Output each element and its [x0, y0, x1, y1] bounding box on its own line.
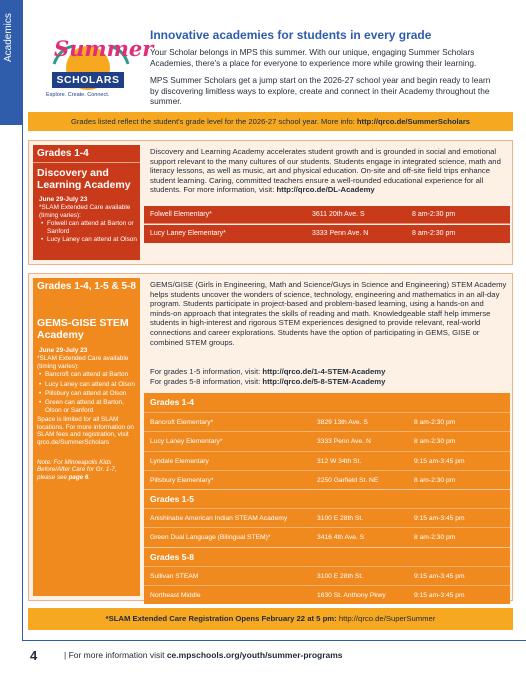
- logo-scholars-text: SCHOLARS: [52, 72, 124, 88]
- gems-links: [150, 367, 508, 386]
- table-row: [144, 451, 510, 470]
- school-time: 9:15 am-3:45 pm: [414, 592, 465, 600]
- footer-link[interactable]: ce.mpschools.org/youth/summer-programs: [166, 650, 343, 660]
- school-name: Northeast Middle: [150, 592, 201, 600]
- grades-note-link[interactable]: http://qrco.de/SummerScholars: [356, 117, 471, 126]
- school-name: Lyndale Elementary: [150, 457, 209, 465]
- school-time: 8 am-2:30 pm: [412, 211, 456, 218]
- gems-link-1[interactable]: http://qrco.de/1-4-STEM-Academy: [262, 367, 386, 376]
- logo-tagline: Explore. Create. Connect.: [46, 92, 110, 98]
- gems-academy-sidebar: [33, 278, 140, 596]
- school-name: Bancroft Elementary*: [150, 419, 214, 426]
- registration-link[interactable]: http://qrco.de/SuperSummer: [338, 614, 436, 623]
- list-item: • Folwell can attend at Barton or Sanford: [41, 220, 138, 235]
- table-row: [144, 508, 510, 527]
- school-time: 8 am-2:30 pm: [412, 230, 456, 237]
- gems-description: GEMS/GISE (Girls in Engineering, Math and Science/Guys in Science and Engineering) STEM Academy helps students uncover the wonders of science, technology, engineering and mathematics in an all-day program. Students participate in project-based and problem-based learning, using a hands-on and minds-on approach that integrates the skills of reading and math. Knowledgeable staff help immerse students in high-interest and rigorous STEM experiences designed to provide relevant, real-world connections and career explorations. Students have the option of participating in GEMS, GISE or combined STEM groups.: [150, 280, 507, 347]
- school-time: 8 am-2:30 pm: [414, 438, 456, 446]
- gems-sites-table: [144, 393, 510, 604]
- link-prefix: For grades 5-8 information, visit:: [150, 376, 263, 386]
- gems-mpls-kids-note: [33, 447, 140, 482]
- page-number: 4: [30, 648, 38, 663]
- gems-extended-care: *SLAM Extended Care available (timing varies):: [37, 355, 129, 370]
- school-address: 312 W 34th St.: [317, 457, 362, 465]
- registration-banner: [28, 608, 513, 630]
- intro-section: [150, 28, 495, 114]
- group-header: Grades 1-4: [150, 397, 194, 407]
- table-row: [144, 527, 510, 546]
- footer-info: [64, 650, 343, 660]
- table-row: [144, 566, 510, 585]
- dl-dates: June 29-July 23: [39, 196, 88, 203]
- side-rule: [22, 0, 23, 640]
- school-name: Lucy Laney Elementary*: [150, 438, 223, 446]
- note-text: Note: For Minneapolis Kids Before/After Care for Gr. 1-7, please see: [37, 458, 117, 481]
- table-row: [144, 225, 510, 243]
- table-row: [144, 431, 510, 450]
- school-name: Green Dual Language (Bilingual STEM)*: [150, 534, 271, 542]
- logo-summer-text: Summer: [54, 36, 154, 61]
- dl-care-options: [33, 219, 140, 243]
- table-row: [144, 412, 510, 431]
- school-address: 3100 E 28th St.: [317, 572, 364, 580]
- dl-description-text: Discovery and Learning Academy accelerates student growth and is grounded in social and emotional support relevant to the many cultures of our students. Students engage in integrated science, math and literacy lessons, as well as music, art and physical education. On-site and off-site field trips enhance student learning. Caring, committed teachers ensure a well-rounded educational experience for all students. For more information, visit:: [150, 147, 501, 195]
- dl-academy-sidebar: [33, 145, 140, 260]
- summer-scholars-logo: [40, 28, 154, 106]
- gems-academy-name: GEMS-GISE STEM Academy: [37, 317, 129, 341]
- school-address: 3333 Penn Ave. N: [312, 230, 369, 237]
- list-item: • Bancroft can attend at Barton: [39, 371, 138, 378]
- list-item: • Green can attend at Barton, Olson or Sanford: [39, 399, 138, 414]
- school-name: Anishinabe American Indian STEAM Academy: [150, 515, 288, 523]
- school-time: 8 am-2:30 pm: [414, 476, 456, 484]
- table-row: [144, 470, 510, 489]
- group-header: Grades 1-5: [144, 489, 510, 508]
- list-item: • Lucy Laney can attend at Olson: [41, 236, 138, 243]
- dl-academy-name: Discovery and Learning Academy: [33, 162, 140, 193]
- gems-link-line-1: [150, 367, 508, 377]
- school-time: 9:15 am-3:45 pm: [414, 457, 465, 465]
- school-address: 1630 St. Anthony Pkwy: [317, 592, 386, 600]
- intro-paragraph-1: Your Scholar belongs in MPS this summer. With our unique, engaging Summer Scholars Academies, there's a place for everyone to experience more while growing their learning.: [150, 47, 477, 68]
- school-time: 9:15 am-3:45 pm: [414, 515, 465, 523]
- dl-link[interactable]: http://qrco.de/DL-Academy: [276, 185, 375, 195]
- intro-paragraph-2: MPS Summer Scholars get a jump start on the 2026-27 school year and begin ready to learn by discovering limitless ways to explore, create and connect in their Academy throughout the summer.: [150, 75, 491, 107]
- footer-prefix: | For more information visit: [64, 650, 167, 660]
- gems-grades: Grades 1-4, 1-5 & 5-8: [37, 281, 136, 292]
- school-time: 8 am-2:30 pm: [414, 534, 456, 542]
- dl-description: [150, 147, 508, 195]
- gems-link-line-2: [150, 377, 508, 387]
- registration-text: *SLAM Extended Care Registration Opens February 22 at 5 pm:: [105, 614, 339, 623]
- gems-space-note: Space is limited for all SLAM locations. For more information on SLAM fees and registration, visit qrco.de/SummerScholars: [37, 416, 134, 446]
- page-link[interactable]: page 6: [68, 473, 89, 481]
- school-time: 9:15 am-3:45 pm: [414, 572, 465, 580]
- footer-rule: [22, 640, 526, 641]
- school-address: 3333 Penn Ave. N: [317, 438, 371, 446]
- dl-academy-card: [28, 140, 513, 265]
- school-name: Sullivan STEAM: [150, 572, 199, 580]
- school-name: Pillsbury Elementary*: [150, 476, 214, 484]
- link-prefix: For grades 1-5 information, visit:: [150, 367, 263, 376]
- school-address: 3416 4th Ave. S: [317, 534, 365, 542]
- group-header: Grades 5-8: [144, 547, 510, 566]
- school-address: 3829 13th Ave. S: [317, 419, 368, 426]
- gems-care-options: [33, 370, 140, 414]
- gems-link-2[interactable]: http://qrco.de/5-8-STEM-Academy: [262, 376, 386, 386]
- grades-note-text: Grades listed reflect the student's grade level for the 2026-27 school year. More info:: [70, 117, 357, 126]
- note-suffix: .: [88, 473, 90, 481]
- school-address: 2250 Garfield St. NE: [317, 476, 379, 484]
- list-item: • Lucy Laney can attend at Olson: [39, 381, 138, 388]
- table-row: [144, 206, 510, 224]
- intro-heading: Innovative academies for students in every grade: [150, 28, 432, 42]
- grades-note-banner: [28, 112, 513, 131]
- gems-academy-card: [28, 273, 513, 601]
- dl-grades: Grades 1-4: [37, 148, 89, 159]
- section-tab-label: Academics: [3, 13, 14, 62]
- gems-dates: June 29-July 23: [39, 347, 88, 354]
- section-tab: [0, 0, 22, 125]
- school-name: Lucy Laney Elementary*: [150, 230, 226, 237]
- school-address: 3100 E 28th St.: [317, 515, 364, 523]
- school-address: 3611 20th Ave. S: [312, 211, 365, 218]
- school-name: Folwell Elementary*: [150, 211, 212, 218]
- list-item: • Pillsbury can attend at Olson: [39, 390, 138, 397]
- dl-extended-care: *SLAM Extended Care available (timing varies):: [39, 204, 131, 219]
- table-row: [144, 585, 510, 604]
- school-time: 8 am-2:30 pm: [414, 419, 456, 426]
